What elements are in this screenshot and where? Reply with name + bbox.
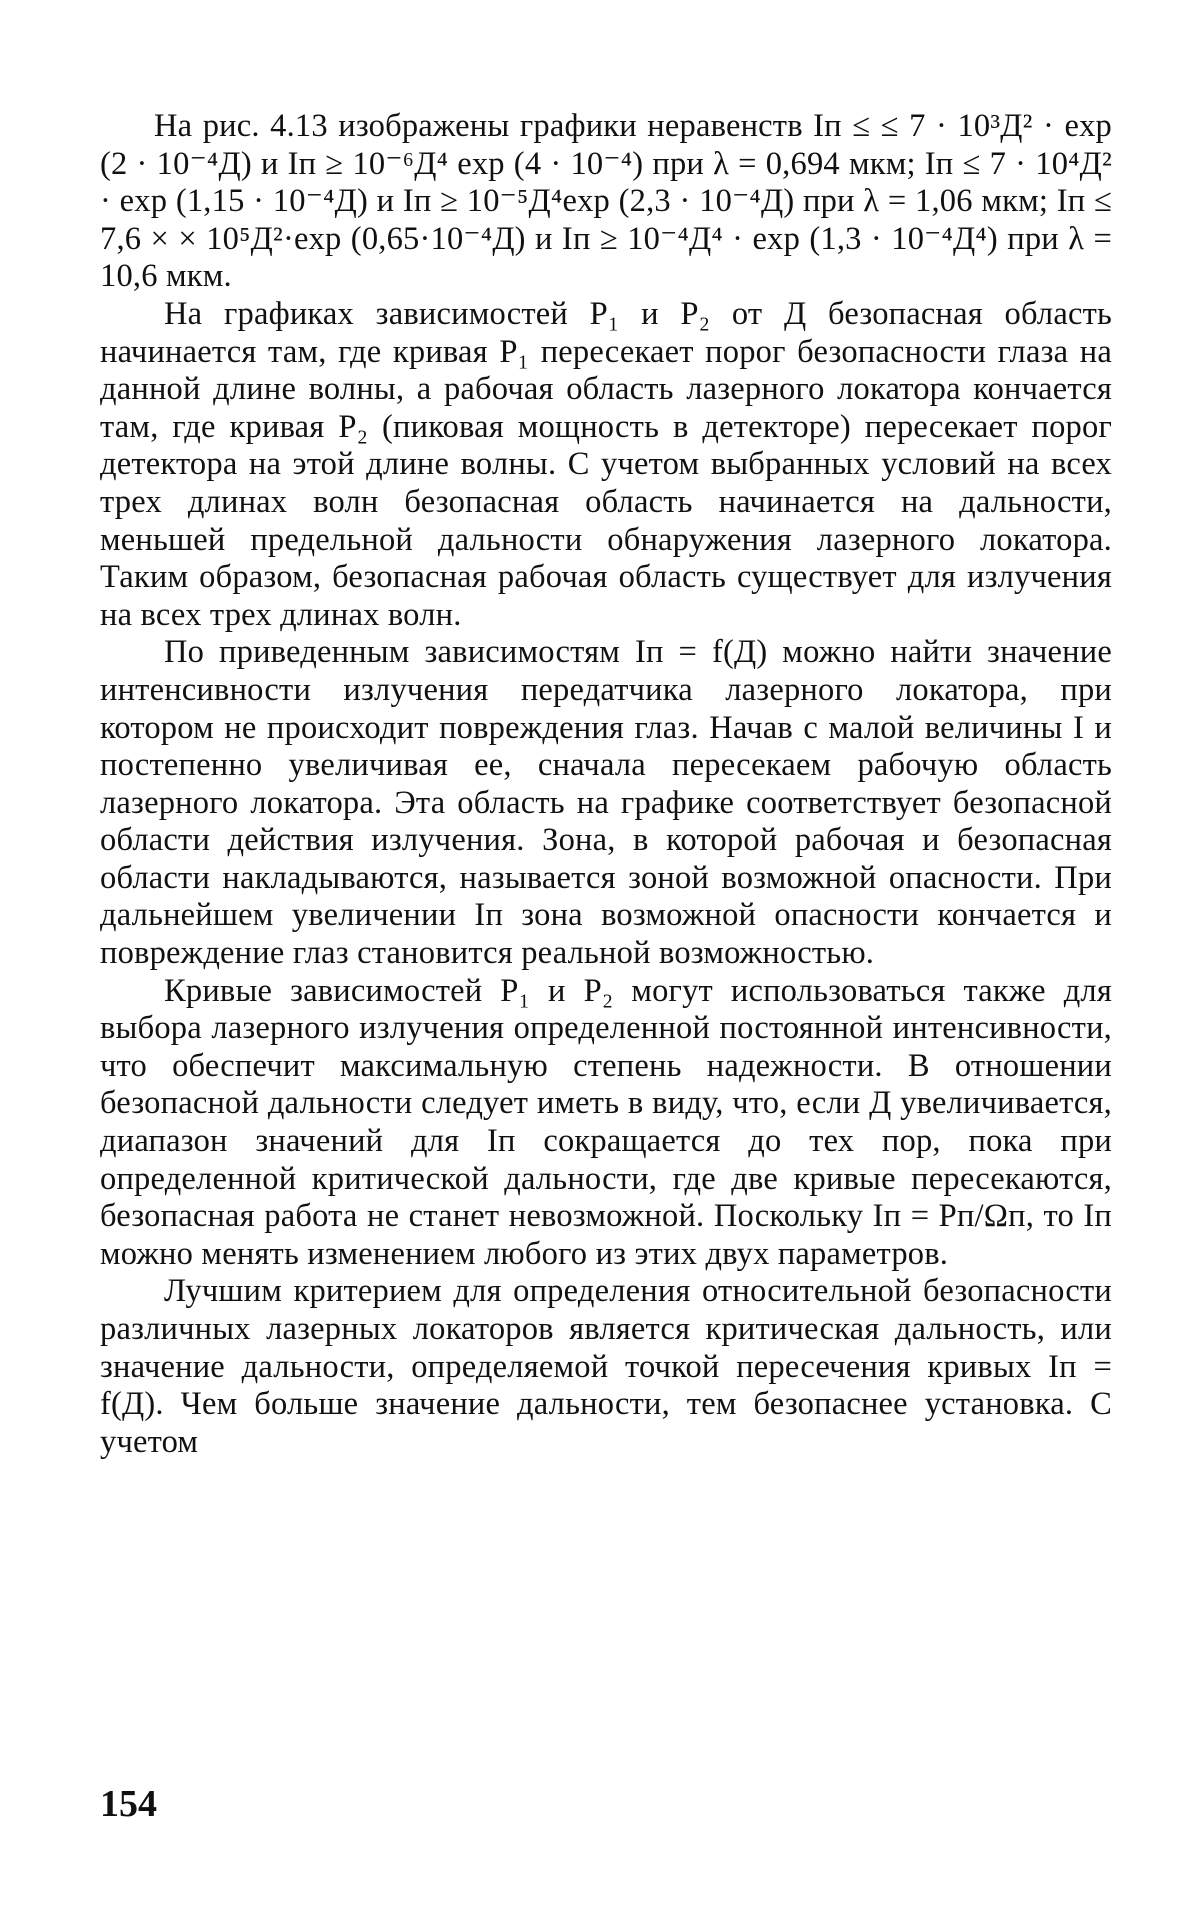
page-number: 154 xyxy=(100,1783,157,1825)
paragraph-5: Лучшим критерием для определения относительной безопасности различных лазерных локаторов является критическая дальность, или значение дальности, определяемой точкой пересечения кривых Iп = f(Д). Чем больше значение дальности, тем безопаснее установка. С учетом xyxy=(100,1273,1112,1460)
paragraph-2: На графиках зависимостей P₁ и P₂ от Д безопасная область начинается там, где кривая P₁ пересекает порог безопасности глаза на данной длине волны, а рабочая область лазерного локатора кончается там, где кривая P₂ (пиковая мощность в детекторе) пересекает порог детектора на этой длине волны. С учетом выбранных условий на всех трех длинах волн безопасная область начинается на дальности, меньшей предельной дальности обнаружения лазерного локатора. Таким образом, безопасная рабочая область существует для излучения на всех трех длинах волн. xyxy=(100,295,1112,633)
page-body xyxy=(100,108,1112,1461)
paragraph-3: По приведенным зависимостям Iп = f(Д) можно найти значение интенсивности излучения передатчика лазерного локатора, при котором не происходит повреждения глаз. Начав с малой величины I и постепенно увеличивая ее, сначала пересекаем рабочую область лазерного локатора. Эта область на графике соответствует безопасной области действия излучения. Зона, в которой рабочая и безопасная области накладываются, называется зоной возможной опасности. При дальнейшем увеличении Iп зона возможной опасности кончается и повреждение глаз становится реальной возможностью. xyxy=(100,634,1112,972)
paragraph-1: На рис. 4.13 изображены графики неравенств Iп ≤ ≤ 7 · 10³Д² · exp (2 · 10⁻⁴Д) и Iп ≥ 10⁻⁶Д⁴ exp (4 · 10⁻⁴) при λ = 0,694 мкм; Iп ≤ 7 · 10⁴Д² · exp (1,15 · 10⁻⁴Д) и Iп ≥ 10⁻⁵Д⁴exp (2,3 · 10⁻⁴Д) при λ = 1,06 мкм; Iп ≤ 7,6 × × 10⁵Д²·exp (0,65·10⁻⁴Д) и Iп ≥ 10⁻⁴Д⁴ · exp (1,3 · 10⁻⁴Д⁴) при λ = 10,6 мкм. xyxy=(100,108,1112,295)
paragraph-4: Кривые зависимостей P₁ и P₂ могут использоваться также для выбора лазерного излучения определенной постоянной интенсивности, что обеспечит максимальную степень надежности. В отношении безопасной дальности следует иметь в виду, что, если Д увеличивается, диапазон значений для Iп сокращается до тех пор, пока при определенной критической дальности, где две кривые пересекаются, безопасная работа не станет невозможной. Поскольку Iп = Pп/Ωп, то Iп можно менять изменением любого из этих двух параметров. xyxy=(100,972,1112,1272)
